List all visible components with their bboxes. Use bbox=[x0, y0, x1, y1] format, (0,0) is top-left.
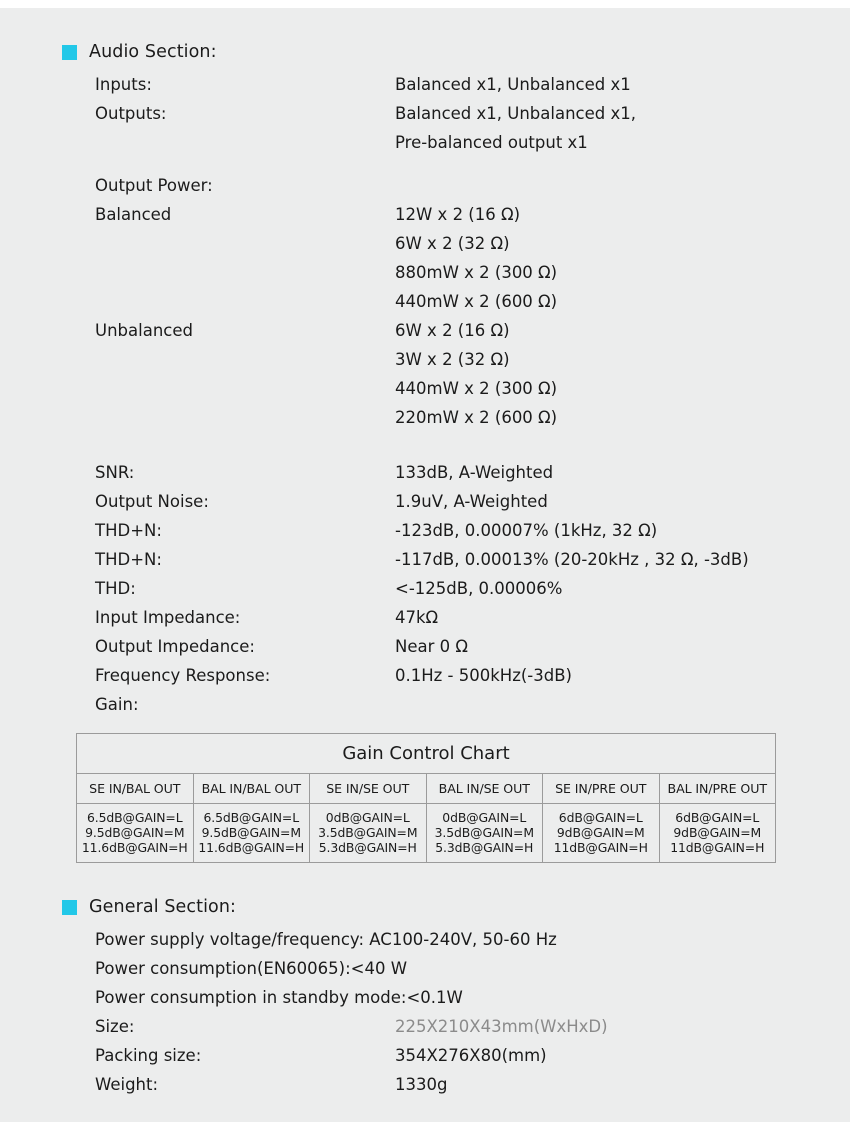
spec-row bbox=[95, 70, 802, 99]
audio-section-header bbox=[62, 42, 802, 62]
spec-value: 440mW x 2 (600 Ω) bbox=[395, 292, 558, 311]
spec-value: 220mW x 2 (600 Ω) bbox=[395, 408, 558, 427]
spec-value: -123dB, 0.00007% (1kHz, 32 Ω) bbox=[395, 521, 658, 540]
table-cell bbox=[310, 804, 427, 863]
table-column-header: SE IN/BAL OUT bbox=[77, 774, 194, 804]
spec-value: 3W x 2 (32 Ω) bbox=[395, 350, 510, 369]
spec-row bbox=[95, 171, 802, 200]
spec-value: Balanced x1, Unbalanced x1, bbox=[395, 104, 636, 123]
spec-label: Power supply voltage/frequency: AC100-240V, 50-60 Hz bbox=[95, 930, 557, 949]
spec-value: Near 0 Ω bbox=[395, 637, 468, 656]
spacer bbox=[95, 432, 802, 458]
spec-value: 1330g bbox=[395, 1075, 448, 1094]
spec-value: 1.9uV, A-Weighted bbox=[395, 492, 548, 511]
spec-label: Outputs: bbox=[95, 104, 167, 123]
table-cell bbox=[543, 804, 660, 863]
spec-row bbox=[95, 632, 802, 661]
spec-label: Balanced bbox=[95, 205, 172, 224]
table-cell bbox=[426, 804, 543, 863]
cell-line: 11.6dB@GAIN=H bbox=[198, 840, 305, 855]
spec-row bbox=[95, 574, 802, 603]
spec-label: Output Noise: bbox=[95, 492, 209, 511]
cell-line: 9.5dB@GAIN=M bbox=[201, 825, 301, 840]
spec-row bbox=[95, 690, 802, 719]
cell-line: 11.6dB@GAIN=H bbox=[81, 840, 188, 855]
spec-label: THD+N: bbox=[95, 521, 162, 540]
spec-value: 133dB, A-Weighted bbox=[395, 463, 554, 482]
spec-value: <-125dB, 0.00006% bbox=[395, 579, 563, 598]
table-row bbox=[77, 804, 776, 863]
spec-row bbox=[95, 316, 802, 345]
cell-line: 9.5dB@GAIN=M bbox=[85, 825, 185, 840]
cell-line: 6dB@GAIN=L bbox=[675, 810, 760, 825]
spec-label: Size: bbox=[95, 1017, 135, 1036]
spec-value: 47kΩ bbox=[395, 608, 439, 627]
table-column-header: BAL IN/SE OUT bbox=[426, 774, 543, 804]
spec-label: Packing size: bbox=[95, 1046, 202, 1065]
cell-line: 6.5dB@GAIN=L bbox=[203, 810, 300, 825]
spec-value: Pre-balanced output x1 bbox=[395, 133, 588, 152]
spec-row bbox=[95, 516, 802, 545]
spec-row bbox=[95, 545, 802, 574]
spec-value: 440mW x 2 (300 Ω) bbox=[395, 379, 558, 398]
spec-row bbox=[95, 661, 802, 690]
spec-label: Weight: bbox=[95, 1075, 159, 1094]
audio-section-title: Audio Section: bbox=[89, 42, 217, 62]
spec-row bbox=[95, 1041, 802, 1070]
spec-label: Power consumption(EN60065):<40 W bbox=[95, 959, 408, 978]
spec-row bbox=[95, 458, 802, 487]
cell-line: 6dB@GAIN=L bbox=[558, 810, 643, 825]
cell-line: 6.5dB@GAIN=L bbox=[86, 810, 183, 825]
general-section-header bbox=[62, 897, 802, 917]
cell-line: 9dB@GAIN=M bbox=[673, 825, 762, 840]
spec-row bbox=[95, 954, 802, 983]
cell-line: 5.3dB@GAIN=H bbox=[318, 840, 417, 855]
spec-row bbox=[95, 603, 802, 632]
gain-table bbox=[76, 733, 776, 863]
spec-label: THD: bbox=[95, 579, 136, 598]
gain-table-caption: Gain Control Chart bbox=[76, 733, 776, 773]
spec-value: 6W x 2 (32 Ω) bbox=[395, 234, 510, 253]
spec-label: Output Impedance: bbox=[95, 637, 255, 656]
spec-value: 6W x 2 (16 Ω) bbox=[395, 321, 510, 340]
spec-label: Inputs: bbox=[95, 75, 152, 94]
cell-line: 0dB@GAIN=L bbox=[325, 810, 410, 825]
spec-row bbox=[95, 487, 802, 516]
spec-row bbox=[95, 983, 802, 1012]
spec-row bbox=[95, 345, 802, 374]
spec-label: Gain: bbox=[95, 695, 139, 714]
cell-line: 9dB@GAIN=M bbox=[556, 825, 645, 840]
table-column-header: SE IN/PRE OUT bbox=[543, 774, 660, 804]
spec-row bbox=[95, 1012, 802, 1041]
spec-value: 880mW x 2 (300 Ω) bbox=[395, 263, 558, 282]
table-header-row bbox=[77, 774, 776, 804]
spec-label: Frequency Response: bbox=[95, 666, 271, 685]
spec-value: 0.1Hz - 500kHz(-3dB) bbox=[395, 666, 572, 685]
spec-row bbox=[95, 99, 802, 128]
spec-row bbox=[95, 128, 802, 157]
cell-line: 3.5dB@GAIN=M bbox=[318, 825, 418, 840]
spec-label: Output Power: bbox=[95, 176, 213, 195]
spec-row bbox=[95, 200, 802, 229]
spec-row bbox=[95, 258, 802, 287]
table-cell bbox=[193, 804, 310, 863]
table-cell bbox=[659, 804, 776, 863]
table-column-header: SE IN/SE OUT bbox=[310, 774, 427, 804]
spec-label: Unbalanced bbox=[95, 321, 193, 340]
spec-row bbox=[95, 229, 802, 258]
page-top-bar bbox=[0, 0, 850, 8]
spec-row bbox=[95, 1070, 802, 1099]
general-section-title: General Section: bbox=[89, 897, 237, 917]
gain-control-chart bbox=[76, 733, 776, 863]
cell-line: 3.5dB@GAIN=M bbox=[434, 825, 534, 840]
spec-value: -117dB, 0.00013% (20-20kHz , 32 Ω, -3dB) bbox=[395, 550, 749, 569]
spec-value: 12W x 2 (16 Ω) bbox=[395, 205, 521, 224]
spec-value: 354X276X80(mm) bbox=[395, 1046, 547, 1065]
spec-value: Balanced x1, Unbalanced x1 bbox=[395, 75, 631, 94]
spec-value: 225X210X43mm(WxHxD) bbox=[395, 1017, 608, 1036]
page-content bbox=[62, 42, 802, 1099]
spec-label: SNR: bbox=[95, 463, 135, 482]
cell-line: 5.3dB@GAIN=H bbox=[435, 840, 534, 855]
spec-row bbox=[95, 403, 802, 432]
spec-row bbox=[95, 925, 802, 954]
spec-label: Input Impedance: bbox=[95, 608, 241, 627]
spec-row bbox=[95, 374, 802, 403]
cell-line: 11dB@GAIN=H bbox=[553, 840, 648, 855]
general-section-rows bbox=[95, 925, 802, 1099]
cell-line: 11dB@GAIN=H bbox=[670, 840, 765, 855]
spec-row bbox=[95, 287, 802, 316]
spacer bbox=[95, 157, 802, 171]
audio-section-rows bbox=[95, 70, 802, 719]
cell-line: 0dB@GAIN=L bbox=[442, 810, 527, 825]
spec-label: THD+N: bbox=[95, 550, 162, 569]
square-bullet-icon bbox=[62, 45, 77, 60]
table-column-header: BAL IN/PRE OUT bbox=[659, 774, 776, 804]
square-bullet-icon bbox=[62, 900, 77, 915]
general-section bbox=[62, 897, 802, 1099]
table-column-header: BAL IN/BAL OUT bbox=[193, 774, 310, 804]
table-cell bbox=[77, 804, 194, 863]
spec-label: Power consumption in standby mode:<0.1W bbox=[95, 988, 463, 1007]
